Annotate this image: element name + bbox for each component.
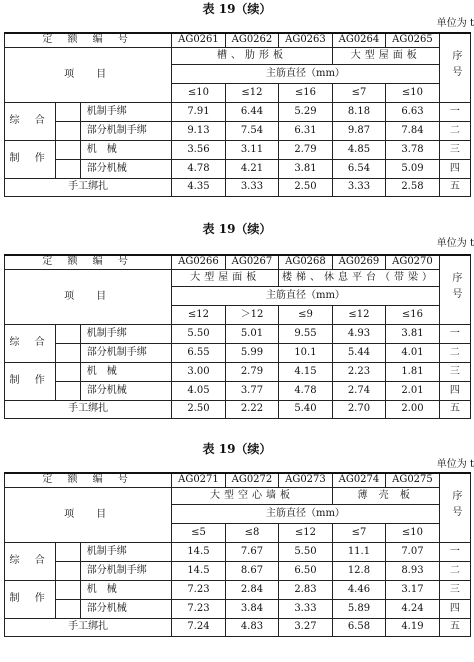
item-header: 项 目: [5, 47, 172, 102]
quantity-value: 3.33: [279, 599, 333, 618]
quota-code: AG0274: [332, 473, 386, 487]
quantity-value: 4.46: [332, 580, 386, 599]
quantity-value: 3.33: [332, 178, 386, 196]
component-group: 楼梯、休息平台（带梁）: [279, 269, 440, 286]
quantity-value: 2.01: [386, 381, 440, 400]
method-label: 机制手绑: [80, 324, 171, 343]
quantity-value: 4.19: [386, 618, 440, 636]
header-row: [5, 255, 471, 269]
table-row: [5, 561, 471, 580]
table-row: [5, 102, 471, 121]
unit-note: 单位为 t: [436, 459, 474, 470]
method-label: 机 械: [80, 580, 171, 599]
bar-diameter-label: 主筋直径（mm）: [172, 504, 440, 523]
quantity-value: 3.77: [225, 381, 279, 400]
quota-table: [4, 472, 471, 637]
category-combined: 综 合: [5, 324, 56, 362]
quantity-value: 7.91: [172, 102, 226, 121]
quota-code: AG0268: [279, 255, 333, 269]
quantity-value: 5.44: [332, 343, 386, 362]
quantity-value: 5.29: [279, 102, 333, 121]
method-label: 机制手绑: [80, 102, 171, 121]
category-combined: 综 合: [5, 102, 56, 140]
quantity-value: 6.31: [279, 121, 333, 140]
quantity-value: 2.50: [279, 178, 333, 196]
quota-code: AG0275: [386, 473, 440, 487]
unit-note: 单位为 t: [436, 238, 474, 249]
quota-table: [4, 32, 471, 197]
quantity-value: 4.15: [279, 362, 333, 381]
quantity-value: 2.58: [386, 178, 440, 196]
quantity-value: 5.50: [172, 324, 226, 343]
row-spacer: [56, 542, 81, 561]
quantity-value: 9.13: [172, 121, 226, 140]
quantity-value: 9.55: [279, 324, 333, 343]
table-row: [5, 580, 471, 599]
method-label: 机制手绑: [80, 542, 171, 561]
method-label: 部分机械: [80, 381, 171, 400]
quota-code: AG0269: [332, 255, 386, 269]
category-fabrication: 制 作: [5, 362, 56, 400]
table-row: [5, 599, 471, 618]
component-group: 大型空心墙板: [172, 487, 333, 504]
diameter-range: ≤9: [279, 305, 333, 324]
quantity-value: 5.01: [225, 324, 279, 343]
header-row: [5, 487, 471, 504]
quantity-value: 5.89: [332, 599, 386, 618]
row-spacer: [56, 324, 81, 343]
method-label: 部分机制手绑: [80, 561, 171, 580]
quota-code: AG0271: [172, 473, 226, 487]
quantity-value: 2.50: [172, 400, 226, 418]
unit-note: 单位为 t: [436, 18, 474, 29]
quantity-value: 7.67: [225, 542, 279, 561]
component-group: 薄 壳 板: [332, 487, 439, 504]
seq-number: 三: [439, 140, 470, 159]
quantity-value: 2.83: [279, 580, 333, 599]
quantity-value: 4.85: [332, 140, 386, 159]
header-row: [5, 47, 471, 64]
quantity-value: 3.56: [172, 140, 226, 159]
quantity-value: 8.93: [386, 561, 440, 580]
table-row: [5, 121, 471, 140]
method-label: 机 械: [80, 140, 171, 159]
seq-number: 五: [439, 178, 470, 196]
quantity-value: 3.33: [225, 178, 279, 196]
diameter-range: ≤12: [332, 305, 386, 324]
quantity-value: 4.35: [172, 178, 226, 196]
quota-code: AG0273: [279, 473, 333, 487]
quantity-value: 7.07: [386, 542, 440, 561]
quantity-value: 6.58: [332, 618, 386, 636]
quantity-value: 2.79: [225, 362, 279, 381]
seq-label: 序号: [449, 49, 461, 82]
quota-code: AG0265: [386, 33, 440, 47]
table-caption: 表 19（续）: [202, 442, 272, 456]
row-spacer: [56, 159, 81, 178]
quantity-value: 5.99: [225, 343, 279, 362]
table-row: [5, 542, 471, 561]
bar-diameter-label: 主筋直径（mm）: [172, 286, 440, 305]
quantity-value: 4.21: [225, 159, 279, 178]
item-header: 项 目: [5, 269, 172, 324]
category-fabrication: 制 作: [5, 580, 56, 618]
seq-header: [439, 473, 470, 542]
method-label: 机 械: [80, 362, 171, 381]
quantity-value: 6.55: [172, 343, 226, 362]
table-row: [5, 381, 471, 400]
row-spacer: [56, 140, 81, 159]
row-spacer: [56, 121, 81, 140]
table-row: [5, 178, 471, 196]
seq-number: 五: [439, 400, 470, 418]
row-spacer: [56, 580, 81, 599]
quantity-value: 2.00: [386, 400, 440, 418]
quantity-value: 6.44: [225, 102, 279, 121]
quantity-value: 14.5: [172, 542, 226, 561]
quantity-value: 2.74: [332, 381, 386, 400]
quantity-value: 3.11: [225, 140, 279, 159]
table-row: [5, 618, 471, 636]
quantity-value: 4.78: [279, 381, 333, 400]
method-label: 手工绑扎: [5, 178, 172, 196]
seq-number: 二: [439, 561, 470, 580]
quantity-value: 6.54: [332, 159, 386, 178]
quantity-value: 3.00: [172, 362, 226, 381]
quantity-value: 14.5: [172, 561, 226, 580]
seq-header: [439, 255, 470, 324]
quantity-value: 8.67: [225, 561, 279, 580]
quantity-value: 3.81: [386, 324, 440, 343]
method-label: 部分机制手绑: [80, 343, 171, 362]
diameter-range: ＞12: [225, 305, 279, 324]
seq-number: 一: [439, 542, 470, 561]
quantity-value: 3.81: [279, 159, 333, 178]
quantity-value: 2.79: [279, 140, 333, 159]
quantity-value: 5.50: [279, 542, 333, 561]
method-label: 手工绑扎: [5, 618, 172, 636]
diameter-range: ≤7: [332, 523, 386, 542]
row-spacer: [56, 381, 81, 400]
quantity-value: 4.24: [386, 599, 440, 618]
method-label: 手工绑扎: [5, 400, 172, 418]
header-row: [5, 473, 471, 487]
seq-number: 二: [439, 121, 470, 140]
row-spacer: [56, 561, 81, 580]
component-group: 槽、肋形板: [172, 47, 333, 64]
quota-code: AG0263: [279, 33, 333, 47]
table-row: [5, 159, 471, 178]
diameter-range: ≤12: [279, 523, 333, 542]
quantity-value: 5.09: [386, 159, 440, 178]
seq-label: 序号: [449, 489, 461, 522]
quota-code-label: 定 额 编 号: [5, 255, 172, 269]
seq-number: 四: [439, 599, 470, 618]
quantity-value: 6.63: [386, 102, 440, 121]
quota-code-label: 定 额 编 号: [5, 473, 172, 487]
item-header: 项 目: [5, 487, 172, 542]
table-row: [5, 140, 471, 159]
method-label: 部分机械: [80, 159, 171, 178]
table-caption: 表 19（续）: [202, 2, 272, 16]
quantity-value: 10.1: [279, 343, 333, 362]
method-label: 部分机制手绑: [80, 121, 171, 140]
row-spacer: [56, 102, 81, 121]
quota-code: AG0270: [386, 255, 440, 269]
diameter-range: ≤10: [386, 523, 440, 542]
bar-diameter-label: 主筋直径（mm）: [172, 64, 440, 83]
table-row: [5, 400, 471, 418]
diameter-range: ≤12: [172, 305, 226, 324]
quota-code: AG0267: [225, 255, 279, 269]
quantity-value: 2.22: [225, 400, 279, 418]
quota-code: AG0272: [225, 473, 279, 487]
diameter-range: ≤7: [332, 83, 386, 102]
quantity-value: 4.05: [172, 381, 226, 400]
quantity-value: 3.84: [225, 599, 279, 618]
row-spacer: [56, 599, 81, 618]
diameter-range: ≤10: [386, 83, 440, 102]
quantity-value: 4.01: [386, 343, 440, 362]
quota-code: AG0266: [172, 255, 226, 269]
quantity-value: 4.78: [172, 159, 226, 178]
quantity-value: 5.40: [279, 400, 333, 418]
method-label: 部分机械: [80, 599, 171, 618]
quantity-value: 2.23: [332, 362, 386, 381]
table-row: [5, 343, 471, 362]
header-row: [5, 33, 471, 47]
header-row: [5, 269, 471, 286]
quota-code: AG0264: [332, 33, 386, 47]
diameter-range: ≤10: [172, 83, 226, 102]
quantity-value: 7.23: [172, 599, 226, 618]
category-combined: 综 合: [5, 542, 56, 580]
quantity-value: 7.54: [225, 121, 279, 140]
quantity-value: 4.93: [332, 324, 386, 343]
seq-number: 三: [439, 362, 470, 381]
quantity-value: 8.18: [332, 102, 386, 121]
seq-header: [439, 33, 470, 102]
diameter-range: ≤16: [386, 305, 440, 324]
quantity-value: 4.83: [225, 618, 279, 636]
quantity-value: 11.1: [332, 542, 386, 561]
diameter-range: ≤8: [225, 523, 279, 542]
diameter-range: ≤12: [225, 83, 279, 102]
seq-number: 五: [439, 618, 470, 636]
row-spacer: [56, 343, 81, 362]
table-row: [5, 324, 471, 343]
quota-code: AG0262: [225, 33, 279, 47]
seq-label: 序号: [449, 271, 461, 304]
quantity-value: 6.50: [279, 561, 333, 580]
quantity-value: 3.78: [386, 140, 440, 159]
table-caption: 表 19（续）: [202, 222, 272, 236]
component-group: 大型屋面板: [172, 269, 279, 286]
seq-number: 三: [439, 580, 470, 599]
quantity-value: 3.27: [279, 618, 333, 636]
quantity-value: 12.8: [332, 561, 386, 580]
quantity-value: 2.84: [225, 580, 279, 599]
seq-number: 四: [439, 159, 470, 178]
quota-code: AG0261: [172, 33, 226, 47]
diameter-range: ≤16: [279, 83, 333, 102]
seq-number: 一: [439, 102, 470, 121]
category-fabrication: 制 作: [5, 140, 56, 178]
quantity-value: 7.24: [172, 618, 226, 636]
diameter-range: ≤5: [172, 523, 226, 542]
seq-number: 一: [439, 324, 470, 343]
table-row: [5, 362, 471, 381]
quantity-value: 7.84: [386, 121, 440, 140]
quantity-value: 9.87: [332, 121, 386, 140]
seq-number: 四: [439, 381, 470, 400]
seq-number: 二: [439, 343, 470, 362]
quantity-value: 2.70: [332, 400, 386, 418]
quantity-value: 7.23: [172, 580, 226, 599]
quantity-value: 1.81: [386, 362, 440, 381]
quota-code-label: 定 额 编 号: [5, 33, 172, 47]
quantity-value: 3.17: [386, 580, 440, 599]
component-group: 大型屋面板: [332, 47, 439, 64]
row-spacer: [56, 362, 81, 381]
quota-table: [4, 254, 471, 419]
